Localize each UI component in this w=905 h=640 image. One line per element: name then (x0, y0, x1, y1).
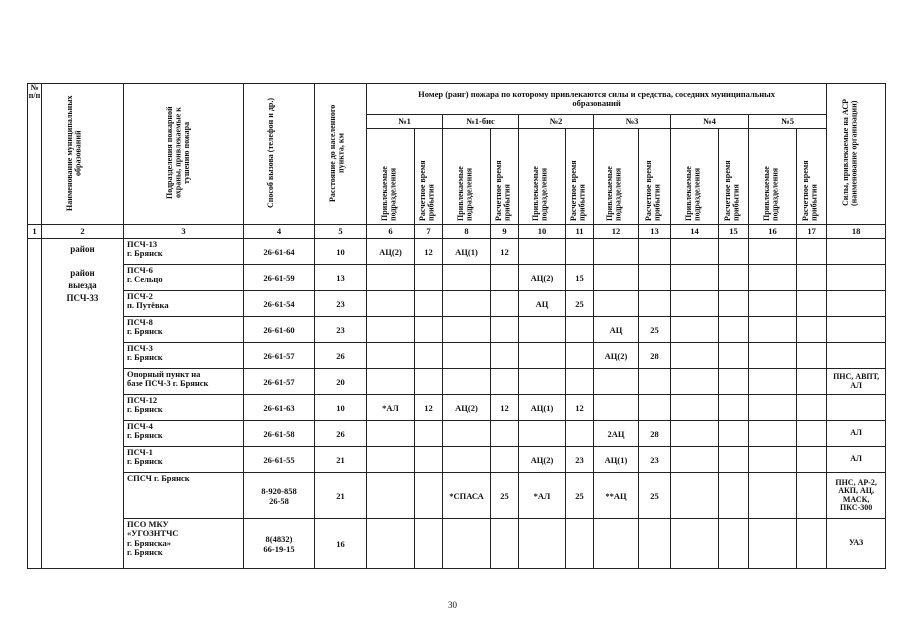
distance-cell: 21 (315, 447, 367, 473)
column-number: 2 (42, 225, 124, 239)
rank-cell-c6: АЦ(2) (367, 239, 415, 265)
empty-rank-cell (671, 317, 719, 343)
rank-cell-c10: АЦ(2) (519, 265, 566, 291)
empty-rank-cell (797, 265, 827, 291)
asr-cell: ПНС, АВПТ, АЛ (827, 369, 886, 395)
row-index-cell (28, 239, 42, 569)
empty-rank-cell (749, 447, 797, 473)
rank-cell-c7 (415, 265, 443, 291)
table-body (28, 239, 886, 569)
empty-rank-cell (749, 395, 797, 421)
rank-cell-c11 (566, 343, 594, 369)
empty-rank-cell (671, 265, 719, 291)
sub-units: Привлекаемые подразделения (594, 129, 639, 225)
rank-cell-c10 (519, 343, 566, 369)
rank-2: №2 (519, 115, 594, 129)
rank-cell-c13: 28 (639, 421, 671, 447)
table-row (28, 519, 886, 569)
rank-cell-c9 (491, 291, 519, 317)
rank-cell-c6 (367, 291, 415, 317)
distance-cell: 20 (315, 369, 367, 395)
rank-cell-c7 (415, 447, 443, 473)
distance-cell: 26 (315, 343, 367, 369)
empty-rank-cell (719, 519, 749, 569)
empty-rank-cell (671, 239, 719, 265)
empty-rank-cell (797, 369, 827, 395)
table-row (28, 239, 886, 265)
rank-cell-c10 (519, 519, 566, 569)
table-row (28, 343, 886, 369)
distance-cell: 10 (315, 395, 367, 421)
rank-cell-c11: 15 (566, 265, 594, 291)
rank-cell-c8 (443, 291, 491, 317)
empty-rank-cell (671, 421, 719, 447)
distance-cell: 23 (315, 291, 367, 317)
empty-rank-cell (719, 473, 749, 519)
rank-cell-c13: 28 (639, 343, 671, 369)
rank-4: №4 (671, 115, 749, 129)
rank-5: №5 (749, 115, 827, 129)
rank-cell-c9: 25 (491, 473, 519, 519)
rank-cell-c12 (594, 369, 639, 395)
rank-cell-c12: АЦ(2) (594, 343, 639, 369)
sub-units: Привлекаемые подразделения (443, 129, 491, 225)
rank-cell-c10 (519, 369, 566, 395)
rank-cell-c11: 12 (566, 395, 594, 421)
rank-cell-c8: АЦ(1) (443, 239, 491, 265)
rank-cell-c8 (443, 369, 491, 395)
phone-cell: 26-61-55 (244, 447, 315, 473)
rank-cell-c12 (594, 519, 639, 569)
rank-cell-c13 (639, 291, 671, 317)
phone-cell: 26-61-57 (244, 343, 315, 369)
rank-cell-c10: АЦ (519, 291, 566, 317)
rank-cell-c8 (443, 421, 491, 447)
rank-cell-c13: 23 (639, 447, 671, 473)
rank-cell-c12 (594, 265, 639, 291)
rank-cell-c12: АЦ(1) (594, 447, 639, 473)
rank-cell-c9: 12 (491, 239, 519, 265)
rank-cell-c11 (566, 519, 594, 569)
empty-rank-cell (719, 239, 749, 265)
empty-rank-cell (797, 291, 827, 317)
rank-cell-c7 (415, 519, 443, 569)
column-number: 11 (566, 225, 594, 239)
sub-time: Расчетное время прибытия (719, 129, 749, 225)
sub-time: Расчетное время прибытия (491, 129, 519, 225)
rank-cell-c9 (491, 265, 519, 291)
sub-units: Привлекаемые подразделения (671, 129, 719, 225)
empty-rank-cell (719, 395, 749, 421)
fire-rank-table (27, 83, 886, 569)
header-dist: Расстояние до населенного пункта, км (315, 84, 367, 225)
empty-rank-cell (719, 369, 749, 395)
distance-cell: 26 (315, 421, 367, 447)
table-row (28, 265, 886, 291)
column-number: 15 (719, 225, 749, 239)
rank-cell-c11 (566, 317, 594, 343)
phone-cell: 26-61-58 (244, 421, 315, 447)
empty-rank-cell (671, 447, 719, 473)
asr-cell (827, 317, 886, 343)
column-number: 10 (519, 225, 566, 239)
rank-cell-c13 (639, 265, 671, 291)
rank-cell-c7 (415, 421, 443, 447)
rank-cell-c10 (519, 239, 566, 265)
sub-units: Привлекаемые подразделения (749, 129, 797, 225)
rank-cell-c13: 25 (639, 473, 671, 519)
rank-cell-c11 (566, 239, 594, 265)
rank-cell-c12 (594, 239, 639, 265)
column-number: 8 (443, 225, 491, 239)
header-call: Способ вызова (телефон и др.) (244, 84, 315, 225)
header-num: № п/п (28, 84, 42, 225)
table-row (28, 317, 886, 343)
column-number: 7 (415, 225, 443, 239)
rank-cell-c9 (491, 343, 519, 369)
rank-cell-c12: 2АЦ (594, 421, 639, 447)
rank-cell-c10: АЦ(1) (519, 395, 566, 421)
empty-rank-cell (749, 291, 797, 317)
rank-cell-c9 (491, 421, 519, 447)
column-number: 9 (491, 225, 519, 239)
column-number: 13 (639, 225, 671, 239)
distance-cell: 16 (315, 519, 367, 569)
unit-name: ПСЧ-4 г. Брянск (124, 421, 244, 447)
unit-name: ПСЧ-1 г. Брянск (124, 447, 244, 473)
empty-rank-cell (671, 395, 719, 421)
table-row (28, 291, 886, 317)
rank-cell-c6 (367, 421, 415, 447)
empty-rank-cell (749, 519, 797, 569)
rank-cell-c9 (491, 369, 519, 395)
empty-rank-cell (671, 369, 719, 395)
phone-cell: 26-61-64 (244, 239, 315, 265)
phone-cell: 26-61-59 (244, 265, 315, 291)
asr-cell: ПНС, АР-2, АКП, АЦ, МАСК, ПКС-300 (827, 473, 886, 519)
rank-cell-c13: 25 (639, 317, 671, 343)
phone-cell: 26-61-63 (244, 395, 315, 421)
phone-cell: 26-61-54 (244, 291, 315, 317)
rank-cell-c12 (594, 395, 639, 421)
empty-rank-cell (719, 317, 749, 343)
rank-cell-c6 (367, 519, 415, 569)
area-label: район район выезда ПСЧ-33 (42, 239, 124, 569)
rank-cell-c9 (491, 519, 519, 569)
column-number: 1 (28, 225, 42, 239)
header-asr: Силы, привлекаемые на АСР (наименование организации) (827, 84, 886, 225)
column-number: 5 (315, 225, 367, 239)
rank-cell-c6 (367, 265, 415, 291)
distance-cell: 23 (315, 317, 367, 343)
rank-cell-c8 (443, 519, 491, 569)
rank-cell-c6 (367, 369, 415, 395)
unit-name: ПСО МКУ «УГОЗНТЧС г. Брянска» г. Брянск (124, 519, 244, 569)
rank-cell-c6 (367, 317, 415, 343)
rank-cell-c6 (367, 473, 415, 519)
rank-cell-c7 (415, 343, 443, 369)
asr-cell: УАЗ (827, 519, 886, 569)
distance-cell: 21 (315, 473, 367, 519)
rank-cell-c10 (519, 421, 566, 447)
rank-cell-c11: 23 (566, 447, 594, 473)
empty-rank-cell (671, 343, 719, 369)
empty-rank-cell (671, 473, 719, 519)
rank-cell-c7 (415, 291, 443, 317)
column-number: 16 (749, 225, 797, 239)
rank-cell-c7: 12 (415, 395, 443, 421)
rank-cell-c12: АЦ (594, 317, 639, 343)
rank-cell-c10: АЦ(2) (519, 447, 566, 473)
empty-rank-cell (719, 447, 749, 473)
empty-rank-cell (749, 317, 797, 343)
table-row (28, 447, 886, 473)
asr-cell (827, 265, 886, 291)
rank-cell-c8 (443, 447, 491, 473)
empty-rank-cell (797, 519, 827, 569)
empty-rank-cell (671, 291, 719, 317)
rank-cell-c12: **АЦ (594, 473, 639, 519)
unit-name: ПСЧ-12 г. Брянск (124, 395, 244, 421)
rank-cell-c7 (415, 369, 443, 395)
empty-rank-cell (749, 369, 797, 395)
rank-cell-c10 (519, 317, 566, 343)
asr-cell (827, 291, 886, 317)
page-number: 30 (448, 600, 457, 610)
unit-name: ПСЧ-8 г. Брянск (124, 317, 244, 343)
distance-cell: 13 (315, 265, 367, 291)
asr-cell: АЛ (827, 421, 886, 447)
sub-units: Привлекаемые подразделения (367, 129, 415, 225)
empty-rank-cell (719, 421, 749, 447)
phone-cell: 8-920-858 26-58 (244, 473, 315, 519)
empty-rank-cell (797, 343, 827, 369)
rank-cell-c12 (594, 291, 639, 317)
rank-cell-c8: *СПАСА (443, 473, 491, 519)
rank-cell-c9 (491, 317, 519, 343)
distance-cell: 10 (315, 239, 367, 265)
rank-cell-c9 (491, 447, 519, 473)
unit-name: ПСЧ-3 г. Брянск (124, 343, 244, 369)
rank-cell-c7: 12 (415, 239, 443, 265)
asr-cell (827, 239, 886, 265)
sub-time: Расчетное время прибытия (415, 129, 443, 225)
column-number: 12 (594, 225, 639, 239)
empty-rank-cell (797, 447, 827, 473)
header-units: Подразделения пожарной охраны, привлекаемые к тушению пожара (124, 84, 244, 225)
empty-rank-cell (749, 343, 797, 369)
rank-1: №1 (367, 115, 443, 129)
rank-cell-c13 (639, 239, 671, 265)
rank-cell-c7 (415, 317, 443, 343)
empty-rank-cell (749, 421, 797, 447)
empty-rank-cell (749, 239, 797, 265)
unit-name: ПСЧ-2 п. Путёвка (124, 291, 244, 317)
table-row (28, 421, 886, 447)
phone-cell: 26-61-60 (244, 317, 315, 343)
column-number: 3 (124, 225, 244, 239)
rank-cell-c6 (367, 447, 415, 473)
rank-cell-c8 (443, 343, 491, 369)
column-number: 14 (671, 225, 719, 239)
rank-cell-c13 (639, 519, 671, 569)
column-numbers-row (28, 225, 886, 239)
rank-cell-c10: *АЛ (519, 473, 566, 519)
sub-units: Привлекаемые подразделения (519, 129, 566, 225)
rank-cell-c6 (367, 343, 415, 369)
header-muni: Наименование муниципальных образований (42, 84, 124, 225)
asr-cell: АЛ (827, 447, 886, 473)
column-number: 4 (244, 225, 315, 239)
empty-rank-cell (797, 421, 827, 447)
sub-time: Расчетное время прибытия (639, 129, 671, 225)
empty-rank-cell (719, 265, 749, 291)
asr-cell (827, 395, 886, 421)
empty-rank-cell (671, 519, 719, 569)
table-row (28, 369, 886, 395)
rank-cell-c11 (566, 369, 594, 395)
unit-name: СПСЧ г. Брянск (124, 473, 244, 519)
rank-cell-c6: *АЛ (367, 395, 415, 421)
rank-cell-c11: 25 (566, 473, 594, 519)
empty-rank-cell (749, 473, 797, 519)
asr-cell (827, 343, 886, 369)
unit-name: ПСЧ-13 г. Брянск (124, 239, 244, 265)
rank-cell-c9: 12 (491, 395, 519, 421)
sub-time: Расчетное время прибытия (797, 129, 827, 225)
unit-name: Опорный пункт на базе ПСЧ-3 г. Брянск (124, 369, 244, 395)
empty-rank-cell (719, 343, 749, 369)
phone-cell: 8(4832) 66-19-15 (244, 519, 315, 569)
rank-cell-c8 (443, 317, 491, 343)
rank-cell-c13 (639, 369, 671, 395)
rank-1-bis: №1-бис (443, 115, 519, 129)
table-row (28, 395, 886, 421)
column-number: 17 (797, 225, 827, 239)
rank-cell-c8 (443, 265, 491, 291)
column-number: 6 (367, 225, 415, 239)
rank-cell-c7 (415, 473, 443, 519)
rank-cell-c11: 25 (566, 291, 594, 317)
rank-3: №3 (594, 115, 671, 129)
empty-rank-cell (749, 265, 797, 291)
unit-name: ПСЧ-6 г. Сельцо (124, 265, 244, 291)
empty-rank-cell (719, 291, 749, 317)
column-number: 18 (827, 225, 886, 239)
table-row (28, 473, 886, 519)
sub-time: Расчетное время прибытия (566, 129, 594, 225)
phone-cell: 26-61-57 (244, 369, 315, 395)
rank-cell-c13 (639, 395, 671, 421)
empty-rank-cell (797, 239, 827, 265)
empty-rank-cell (797, 317, 827, 343)
empty-rank-cell (797, 473, 827, 519)
empty-rank-cell (797, 395, 827, 421)
rank-cell-c8: АЦ(2) (443, 395, 491, 421)
header-rank-title: Номер (ранг) пожара по которому привлекаются силы и средства, соседних муниципальных образований (367, 84, 827, 115)
rank-cell-c11 (566, 421, 594, 447)
